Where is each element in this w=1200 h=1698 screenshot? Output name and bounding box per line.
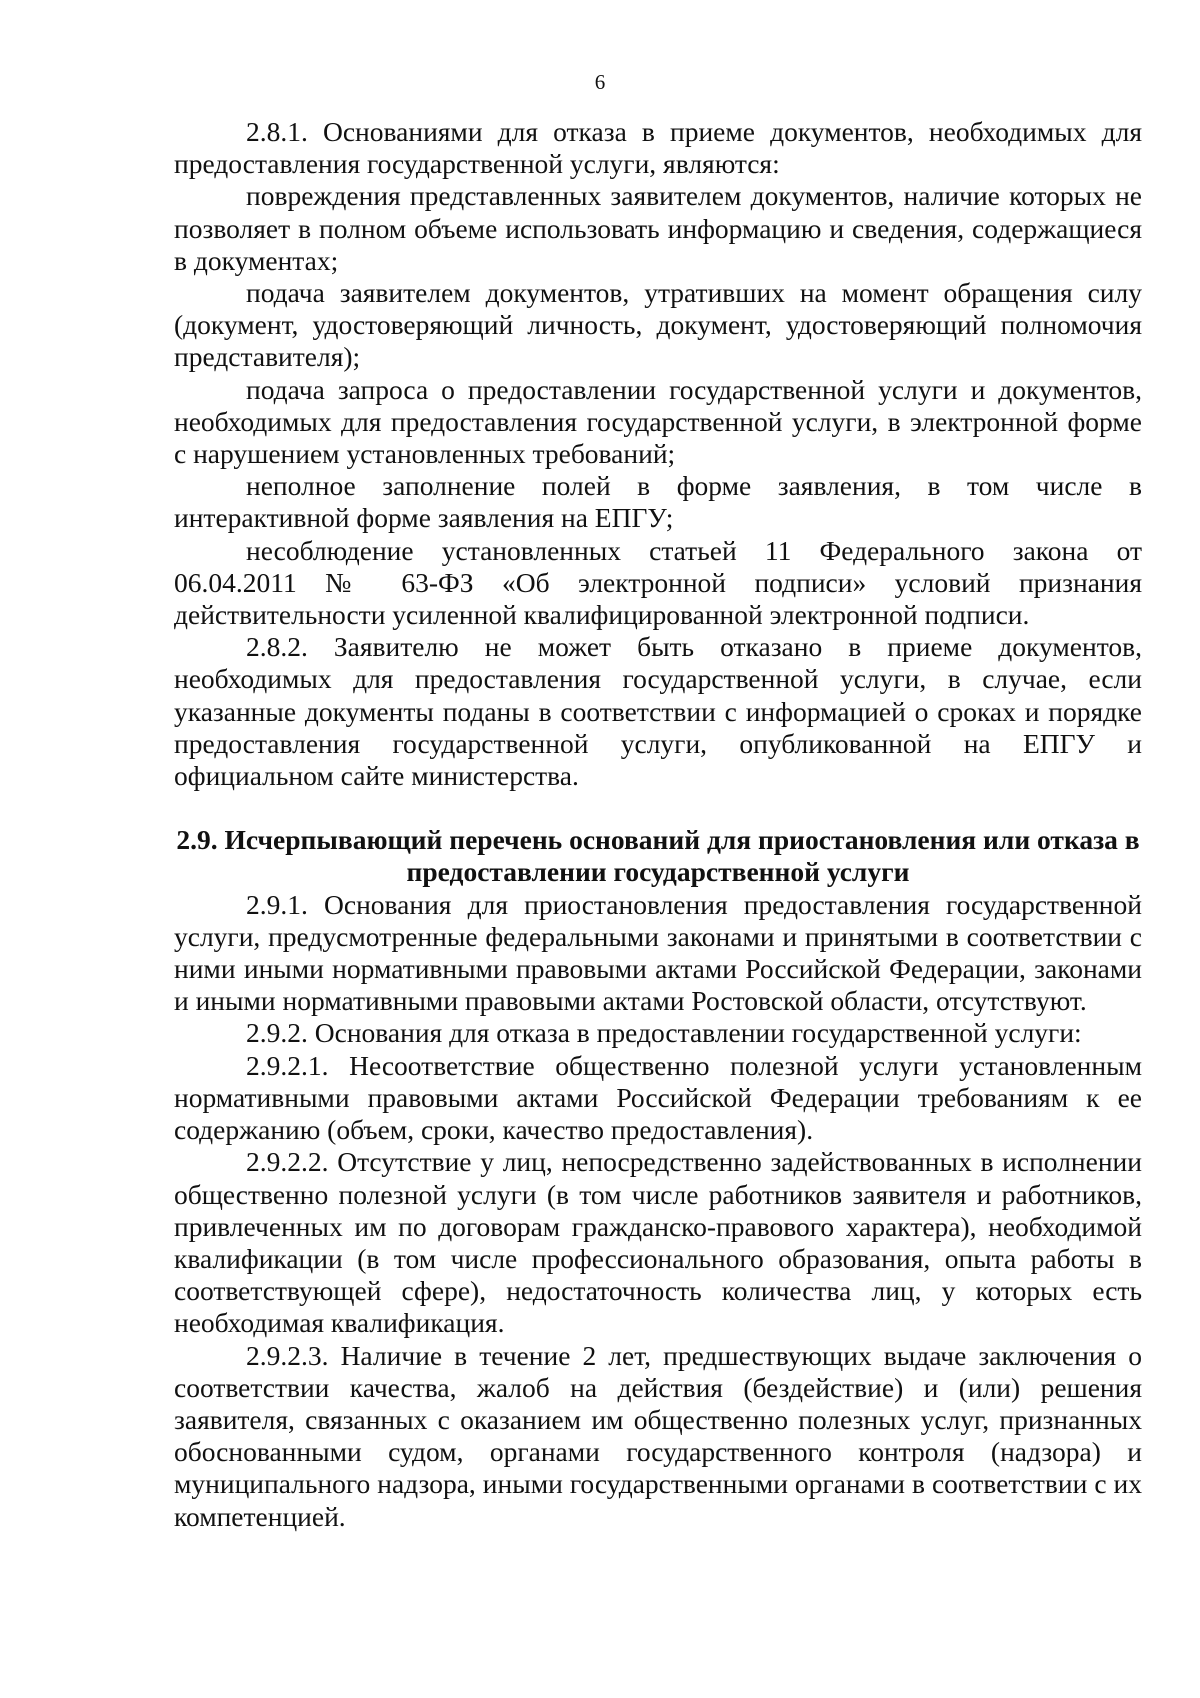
- paragraph-2-9-1: 2.9.1. Основания для приостановления предоставления государственной услуги, предусмотренные федеральными законами и принятыми в соответствии с ними иными нормативными правовыми актами Российской Федерации, законами и иными нормативными правовыми актами Ростовской области, отсутствуют.: [174, 888, 1142, 1017]
- section-heading-2-9: 2.9. Исчерпывающий перечень оснований для приостановления или отказа в предоставлении государственной услуги: [176, 824, 1140, 888]
- paragraph-2-9-2-1: 2.9.2.1. Несоответствие общественно полезной услуги установленным нормативными правовыми актами Российской Федерации требованиям к ее содержанию (объем, сроки, качество предоставления).: [174, 1049, 1142, 1146]
- page-content: [174, 116, 1142, 1533]
- paragraph-2-8-2: 2.8.2. Заявителю не может быть отказано в приеме документов, необходимых для предоставления государственной услуги, в случае, если указанные документы поданы в соответствии с информацией о сроках и порядке предоставления государственной услуги, опубликованной на ЕПГУ и официальном сайте министерства.: [174, 631, 1142, 792]
- paragraph-damaged-documents: повреждения представленных заявителем документов, наличие которых не позволяет в полном объеме использовать информацию и сведения, содержащиеся в документах;: [174, 180, 1142, 276]
- paragraph-expired-documents: подача заявителем документов, утративших на момент обращения силу (документ, удостоверяющий личность, документ, удостоверяющий полномочия представителя);: [174, 277, 1142, 373]
- paragraph-signature-conditions: несоблюдение установленных статьей 11 Федерального закона от 06.04.2011 № 63-ФЗ «Об электронной подписи» условий признания действительности усиленной квалифицированной электронной подписи.: [174, 534, 1142, 631]
- paragraph-2-8-1: 2.8.1. Основаниями для отказа в приеме документов, необходимых для предоставления государственной услуги, являются:: [174, 116, 1142, 180]
- paragraph-incomplete-form: неполное заполнение полей в форме заявления, в том числе в интерактивной форме заявления на ЕПГУ;: [174, 470, 1142, 534]
- page-number: 6: [594, 70, 606, 94]
- paragraph-electronic-form-violation: подача запроса о предоставлении государственной услуги и документов, необходимых для предоставления государственной услуги, в электронной форме с нарушением установленных требований;: [174, 373, 1142, 470]
- paragraph-2-9-2-3: 2.9.2.3. Наличие в течение 2 лет, предшествующих выдаче заключения о соответствии качества, жалоб на действия (бездействие) и (или) решения заявителя, связанных с оказанием им общественно полезных услуг, признанных обоснованными судом, органами государственного контроля (надзора) и муниципального надзора, иными государственными органами в соответствии с их компетенцией.: [174, 1339, 1142, 1532]
- paragraph-2-9-2-2: 2.9.2.2. Отсутствие у лиц, непосредственно задействованных в исполнении общественно полезной услуги (в том числе работников заявителя и работников, привлеченных им по договорам гражданско-правового характера), необходимой квалификации (в том числе профессионального образования, опыта работы в соответствующей сфере), недостаточность количества лиц, у которых есть необходимая квалификация.: [174, 1146, 1142, 1339]
- paragraph-2-9-2: 2.9.2. Основания для отказа в предоставлении государственной услуги:: [246, 1017, 1082, 1049]
